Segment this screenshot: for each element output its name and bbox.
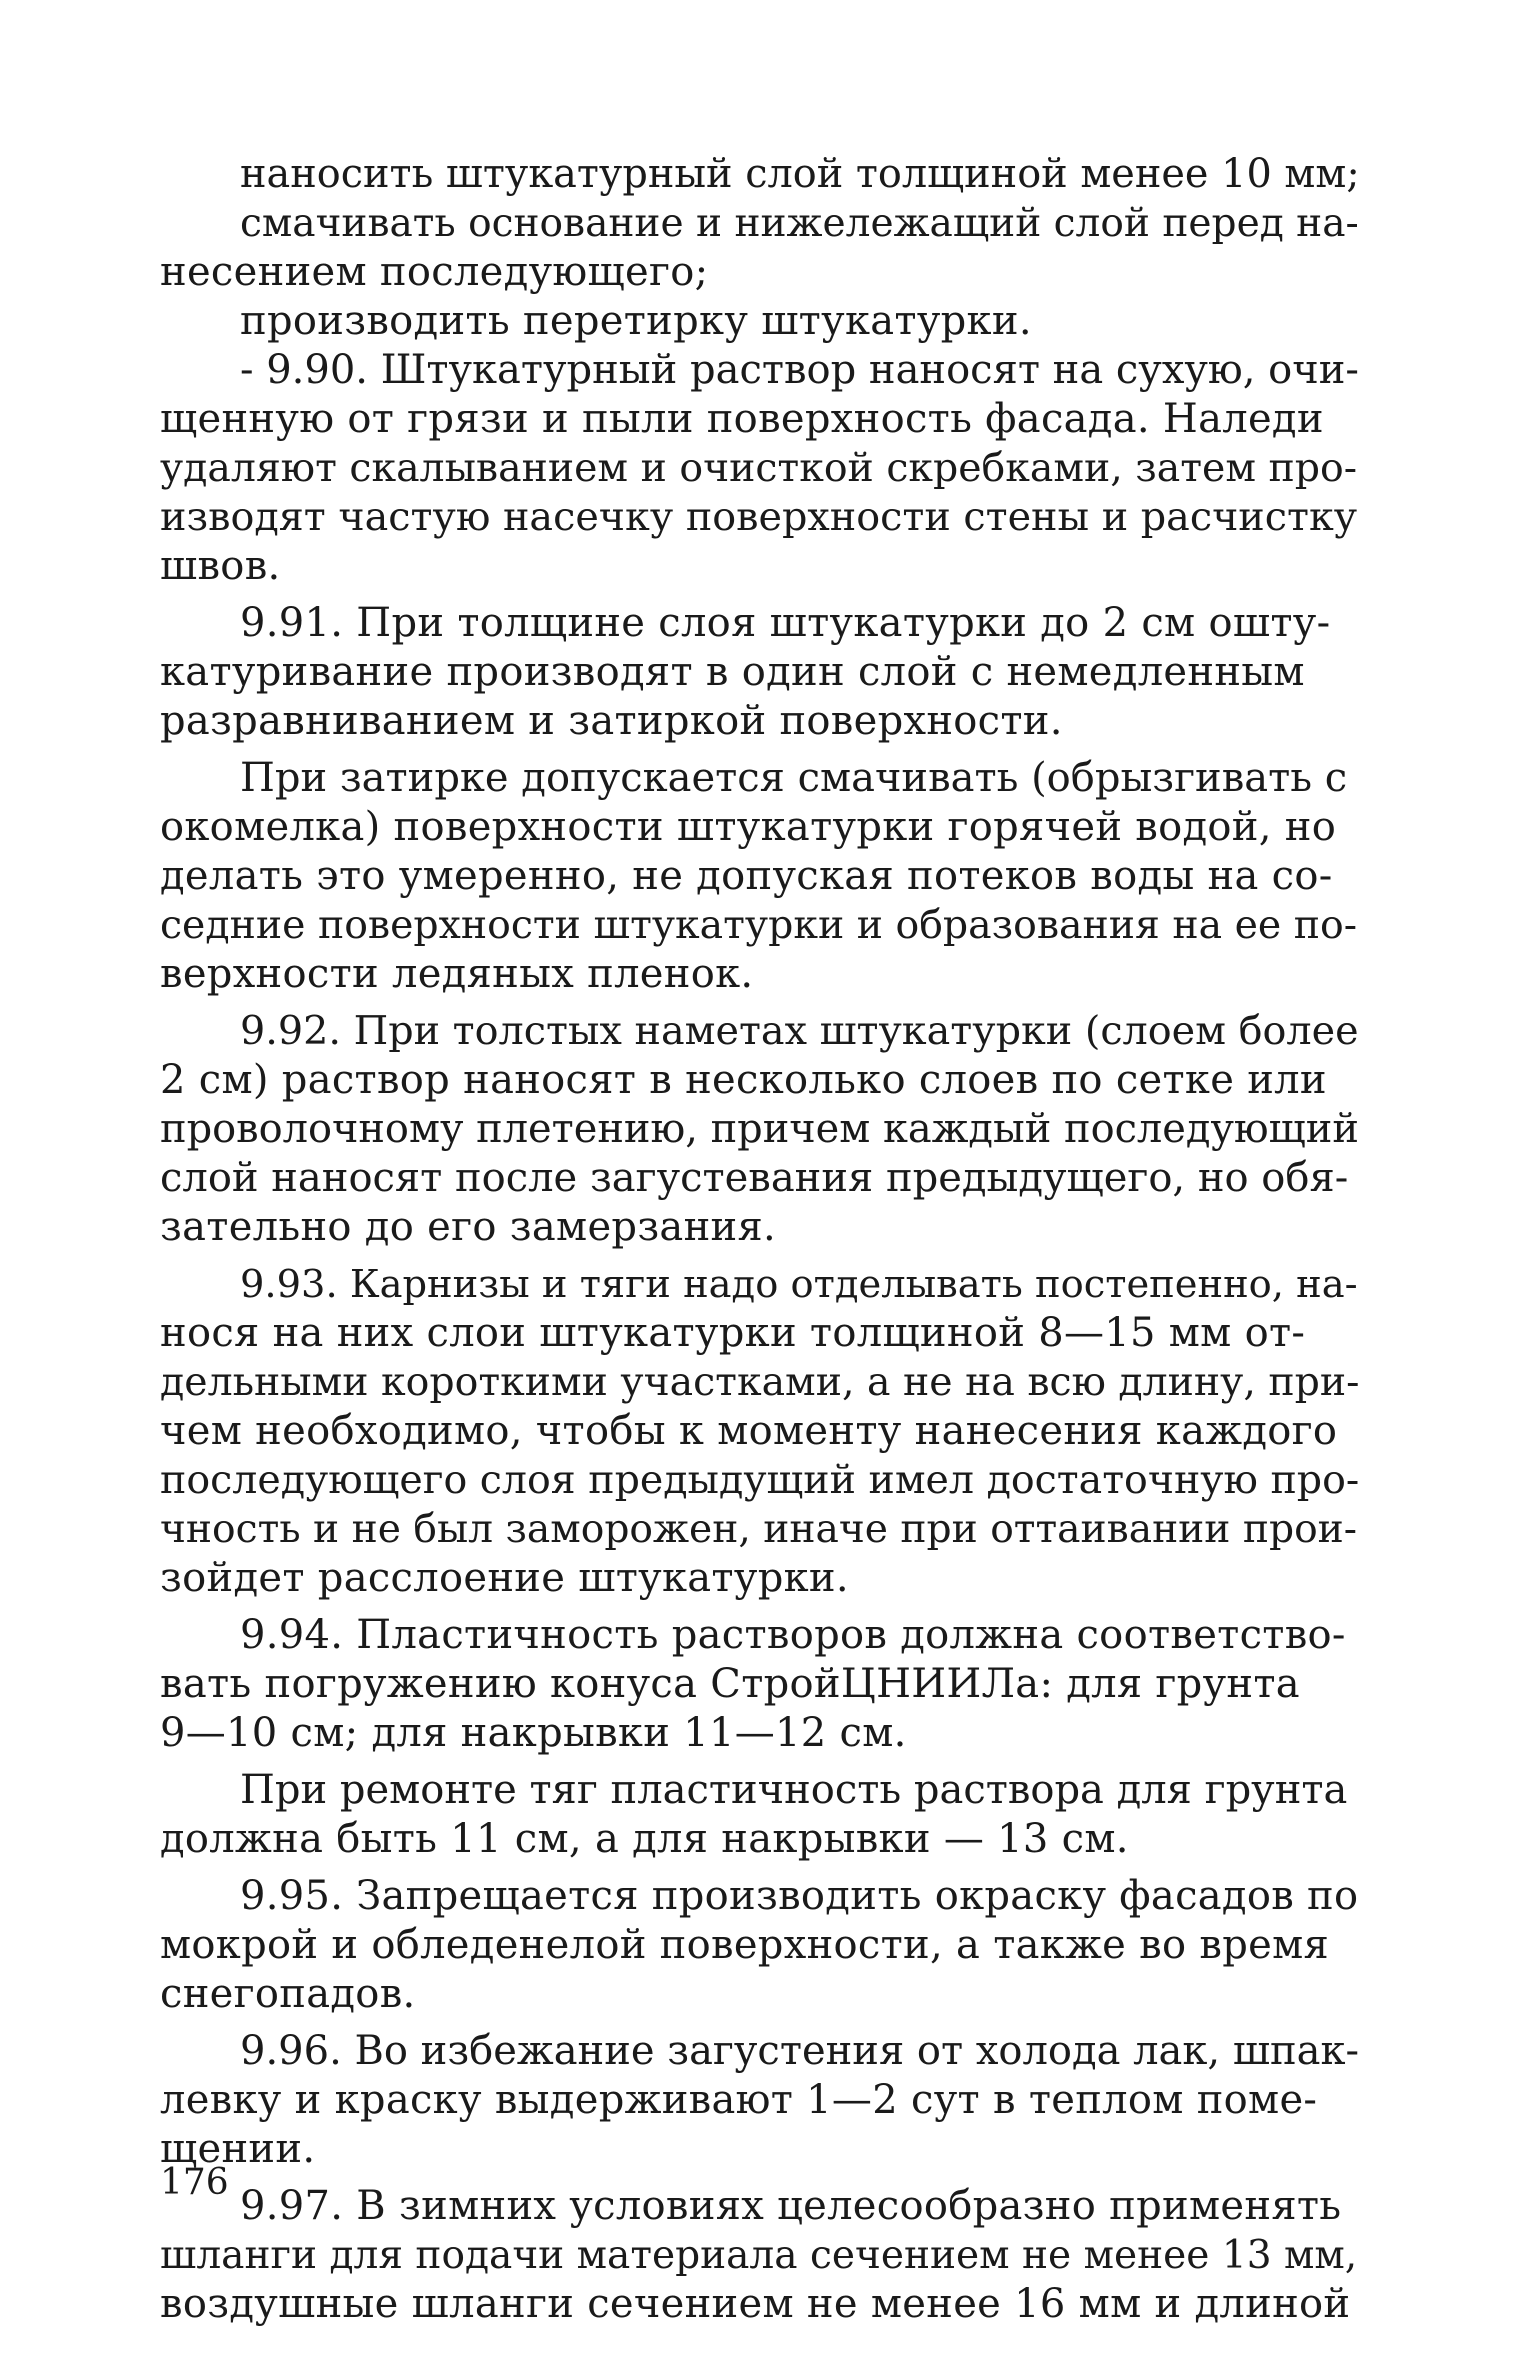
text-line: 9—10 см; для накрывки 11—12 см. [160, 1710, 907, 1756]
text-line: окомелка) поверхности штукатурки горячей водой, но [160, 804, 1337, 850]
text-line: седние поверхности штукатурки и образования на ее по- [160, 902, 1358, 948]
text-line: изводят частую насечку поверхности стены и расчистку [160, 494, 1358, 540]
text-line: разравниванием и затиркой поверхности. [160, 698, 1063, 744]
text-line: чем необходимо, чтобы к моменту нанесения каждого [160, 1408, 1338, 1454]
text-line: верхности ледяных пленок. [160, 951, 754, 997]
text-line: - 9.90. Штукатурный раствор наносят на сухую, очи- [240, 347, 1359, 393]
text-line: вать погружению конуса СтройЦНИИЛа: для грунта [160, 1661, 1300, 1707]
text-line: мокрой и обледенелой поверхности, а также во время [160, 1922, 1330, 1968]
text-line: проволочному плетению, причем каждый последующий [160, 1106, 1359, 1152]
text-line: 2 см) раствор наносят в несколько слоев по сетке или [160, 1057, 1327, 1103]
text-line: последующего слоя предыдущий имел достаточную про- [160, 1457, 1360, 1503]
text-line: нося на них слои штукатурки толщиной 8—15 мм от- [160, 1310, 1306, 1356]
text-line: производить перетирку штукатурки. [240, 298, 1032, 344]
text-line: катуривание производят в один слой с немедленным [160, 649, 1305, 695]
text-line: удаляют скалыванием и очисткой скребками, затем про- [160, 445, 1358, 491]
text-line: дельными короткими участками, а не на всю длину, при- [160, 1359, 1360, 1405]
text-line: 9.91. При толщине слоя штукатурки до 2 см ошту- [240, 600, 1331, 646]
text-line: 9.93. Карнизы и тяги надо отделывать постепенно, на- [240, 1262, 1358, 1307]
text-line: воздушные шланги сечением не менее 16 мм и длиной [160, 2281, 1351, 2327]
text-line: зойдет расслоение штукатурки. [160, 1555, 849, 1601]
text-line: левку и краску выдерживают 1—2 сут в теплом поме- [160, 2077, 1318, 2123]
text-line: делать это умеренно, не допуская потеков воды на со- [160, 853, 1333, 899]
text-line: При затирке допускается смачивать (обрызгивать с [240, 755, 1348, 801]
text-line: наносить штукатурный слой толщиной менее 10 мм; [240, 151, 1360, 197]
text-line: швов. [160, 543, 281, 589]
text-line: 9.96. Во избежание загустения от холода лак, шпак- [240, 2028, 1360, 2074]
text-line: смачивать основание и нижележащий слой перед на- [240, 201, 1359, 246]
text-line: щенную от грязи и пыли поверхность фасада. Наледи [160, 396, 1324, 442]
page-number: 176 [160, 2162, 229, 2203]
text-line: щении. [160, 2126, 316, 2172]
text-line: зательно до его замерзания. [160, 1204, 777, 1250]
text-line: 9.95. Запрещается производить окраску фасадов по [240, 1873, 1359, 1919]
page-body [160, 150, 1360, 2329]
text-line: несением последующего; [160, 249, 709, 295]
text-line: снегопадов. [160, 1971, 416, 2017]
text-line: При ремонте тяг пластичность раствора для грунта [240, 1767, 1348, 1813]
text-line: должна быть 11 см, а для накрывки — 13 см. [160, 1816, 1129, 1862]
text-line: слой наносят после загустевания предыдущего, но обя- [160, 1155, 1349, 1201]
text-line: чность и не был заморожен, иначе при оттаивании прои- [160, 1507, 1358, 1552]
text-line: 9.97. В зимних условиях целесообразно применять [240, 2183, 1342, 2229]
text-line: 9.94. Пластичность растворов должна соответство- [240, 1612, 1346, 1658]
text-line: 9.92. При толстых наметах штукатурки (слоем более [240, 1008, 1359, 1054]
text-line: шланги для подачи материала сечением не менее 13 мм, [160, 2233, 1358, 2278]
